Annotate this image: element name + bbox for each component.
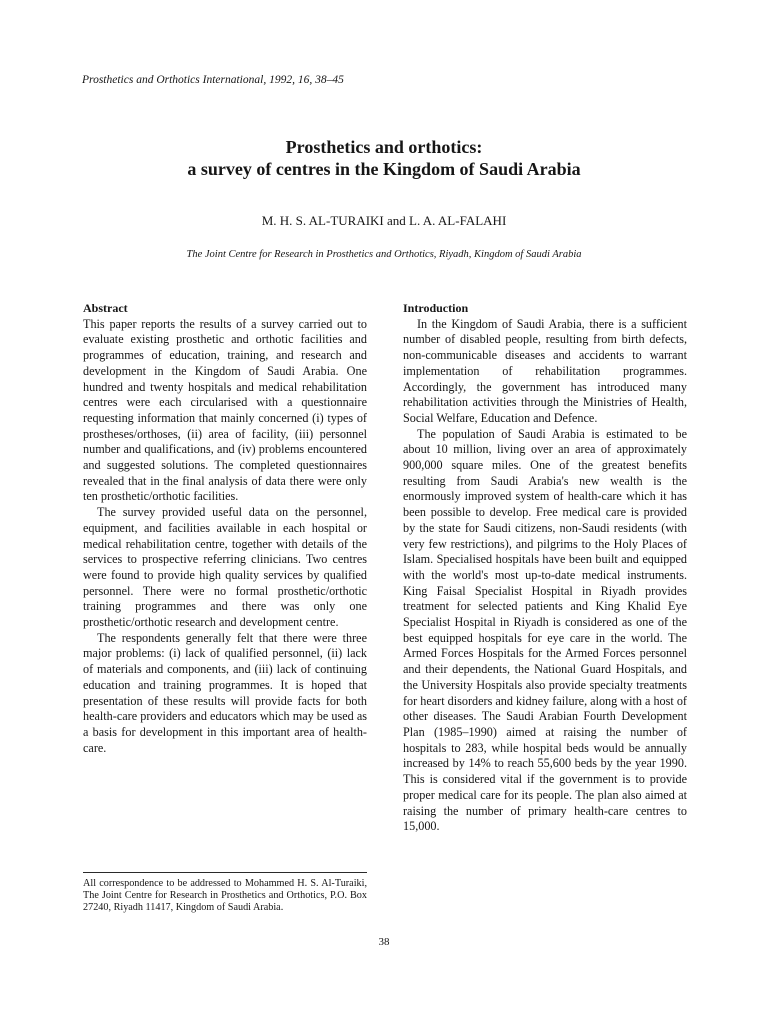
abstract-paragraph-2: The survey provided useful data on the personnel, equipment, and facilities available in each hospital or medical rehabilitation centre, together with details of the services to prospective referring clinicians. Two centres were found to provide high quality services by qualified personnel. There were no formal prosthetic/orthotic training programmes and there was only one prosthetic/orthotic research and development centre. (83, 505, 367, 630)
abstract-column (83, 301, 367, 756)
running-head: Prosthetics and Orthotics International, 1992, 16, 38–45 (82, 74, 344, 86)
title-line-2: a survey of centres in the Kingdom of Saudi Arabia (187, 159, 581, 179)
affiliation: The Joint Centre for Research in Prosthetics and Orthotics, Riyadh, Kingdom of Saudi Arabia (186, 249, 582, 260)
footnote-rule (83, 872, 367, 873)
introduction-paragraph-2: The population of Saudi Arabia is estimated to be about 10 million, living over an area of approximately 900,000 square miles. One of the greatest benefits resulting from Saudi Arabia's new wealth is the enormously improved system of health-care which it has been possible to develop. Free medical care is provided by the state for Saudi citizens, non-Saudi residents (with very few restrictions), and pilgrims to the Holy Places of Islam. Specialised hospitals have been built and equipped with the world's most up-to-date medical instruments. King Faisal Specialist Hospital in Riyadh provides treatment for selected patients and King Khalid Eye Specialist Hospital in Riyadh is considered as one of the best equipped hospitals for eye care in the world. The Armed Forces Hospitals for the Armed Forces personnel and their dependents, the National Guard Hospitals, and the University Hospitals also provide specialty treatments for heart disorders and kidney failure, along with a host of other diseases. The Saudi Arabian Fourth Development Plan (1985–1990) aimed at raising the number of hospitals to 283, while hospital beds would be annually increased by 14% to reach 55,600 beds by the year 1990. This is considered vital if the government is to provide proper medical care for its people. The plan also aimed at raising the number of primary health-care centres to 15,000. (403, 426, 687, 834)
page-number: 38 (378, 936, 390, 948)
authors: M. H. S. AL-TURAIKI and L. A. AL-FALAHI (261, 213, 507, 228)
introduction-paragraph-1: In the Kingdom of Saudi Arabia, there is a sufficient number of disabled people, resulting from birth defects, non-communicable diseases and accidents to warrant implementation of rehabilitation programmes. Accordingly, the government has introduced many rehabilitation activities through the Ministries of Health, Social Welfare, Education and Defence. (403, 316, 687, 425)
abstract-heading: Abstract (83, 301, 128, 315)
correspondence-footnote: All correspondence to be addressed to Mohammed H. S. Al-Turaiki, The Joint Centre for Research in Prosthetics and Orthotics, P.O. Box 27240, Riyadh 11417, Kingdom of Saudi Arabia. (83, 878, 367, 914)
introduction-column (403, 301, 687, 835)
abstract-paragraph-3: The respondents generally felt that there were three major problems: (i) lack of qualified personnel, (ii) lack of materials and components, and (iii) lack of continuing education and training programmes. It is hoped that presentation of these results will provide facts for both health-care providers and educators which may be used as a basis for development in this important area of health-care. (83, 630, 367, 755)
abstract-paragraph-1: This paper reports the results of a survey carried out to evaluate existing prosthetic and orthotic facilities and programmes of education, training, and research and development in the Kingdom of Saudi Arabia. One hundred and twenty hospitals and medical rehabilitation centres were each circularised with a questionnaire requesting information that mainly concerned (i) types of prostheses/orthoses, (ii) area of facility, (iii) personnel number and qualifications, and (iv) problems encountered and suggested solutions. The completed questionnaires revealed that in the final analysis of data there were only ten prosthetic/orthotic facilities. (83, 316, 367, 504)
introduction-heading: Introduction (403, 301, 469, 315)
article-title (0, 136, 768, 180)
title-line-1: Prosthetics and orthotics: (285, 137, 483, 157)
